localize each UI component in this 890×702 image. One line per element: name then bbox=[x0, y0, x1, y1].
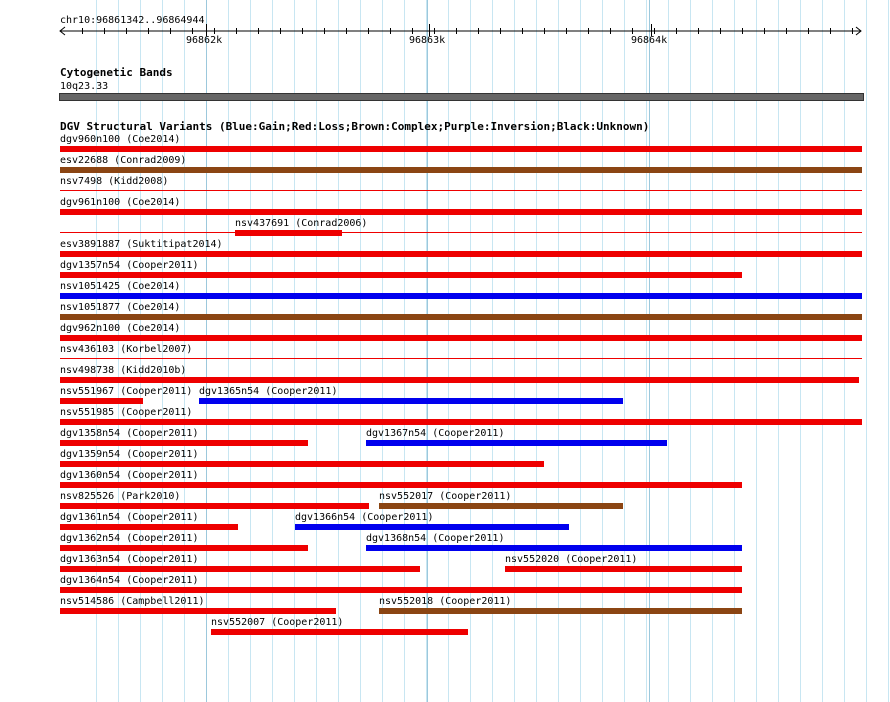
variant-label[interactable]: nsv514586 (Campbell2011) bbox=[60, 596, 205, 607]
grid-line bbox=[866, 0, 867, 702]
variant-backbone-line bbox=[60, 232, 862, 233]
variant-bar[interactable] bbox=[60, 358, 862, 359]
variant-label[interactable]: nsv7498 (Kidd2008) bbox=[60, 176, 169, 187]
variant-bar[interactable] bbox=[295, 524, 569, 530]
ruler-tick-label: 96862k bbox=[186, 35, 223, 46]
variant-bar[interactable] bbox=[60, 545, 308, 551]
variant-label[interactable]: dgv1361n54 (Cooper2011) bbox=[60, 512, 199, 523]
variant-bar[interactable] bbox=[60, 419, 862, 425]
variant-label[interactable]: nsv1051877 (Coe2014) bbox=[60, 302, 181, 313]
variant-bar[interactable] bbox=[60, 293, 862, 299]
variant-label[interactable]: nsv437691 (Conrad2006) bbox=[235, 218, 368, 229]
variant-bar[interactable] bbox=[60, 608, 336, 614]
variant-bar[interactable] bbox=[60, 566, 420, 572]
variant-label[interactable]: nsv551985 (Cooper2011) bbox=[60, 407, 193, 418]
grid-line bbox=[888, 0, 889, 702]
grid-line bbox=[360, 0, 361, 702]
variant-bar[interactable] bbox=[505, 566, 742, 572]
variant-bar[interactable] bbox=[60, 461, 544, 467]
grid-line bbox=[646, 0, 647, 702]
variant-label[interactable]: dgv1366n54 (Cooper2011) bbox=[295, 512, 434, 523]
grid-line bbox=[338, 0, 339, 702]
variant-label[interactable]: nsv825526 (Park2010) bbox=[60, 491, 181, 502]
variant-bar[interactable] bbox=[379, 503, 623, 509]
variant-label[interactable]: dgv1364n54 (Cooper2011) bbox=[60, 575, 199, 586]
variant-bar[interactable] bbox=[366, 545, 742, 551]
cytoband-label: 10q23.33 bbox=[60, 81, 109, 92]
variant-label[interactable]: dgv1359n54 (Cooper2011) bbox=[60, 449, 199, 460]
grid-line bbox=[668, 0, 669, 702]
grid-line bbox=[602, 0, 603, 702]
variant-label[interactable]: esv3891887 (Suktitipat2014) bbox=[60, 239, 223, 250]
cytoband-track-title: Cytogenetic Bands bbox=[60, 66, 173, 79]
grid-line bbox=[734, 0, 735, 702]
variant-bar[interactable] bbox=[60, 272, 742, 278]
variant-label[interactable]: dgv1363n54 (Cooper2011) bbox=[60, 554, 199, 565]
grid-line bbox=[536, 0, 537, 702]
grid-line bbox=[228, 0, 229, 702]
variant-bar[interactable] bbox=[60, 314, 862, 320]
variant-label[interactable]: dgv1360n54 (Cooper2011) bbox=[60, 470, 199, 481]
cytoband-bar[interactable] bbox=[59, 93, 864, 101]
ruler-tick-label: 96863k bbox=[409, 35, 446, 46]
variant-label[interactable]: nsv552017 (Cooper2011) bbox=[379, 491, 512, 502]
variant-bar[interactable] bbox=[235, 230, 342, 236]
variant-bar[interactable] bbox=[60, 209, 862, 215]
grid-line bbox=[756, 0, 757, 702]
variant-bar[interactable] bbox=[60, 190, 862, 191]
variant-label[interactable]: nsv498738 (Kidd2010b) bbox=[60, 365, 187, 376]
grid-line bbox=[558, 0, 559, 702]
major-grid-line bbox=[649, 0, 650, 702]
grid-line bbox=[712, 0, 713, 702]
variant-bar[interactable] bbox=[60, 335, 862, 341]
variant-label[interactable]: esv22688 (Conrad2009) bbox=[60, 155, 187, 166]
major-grid-line bbox=[206, 0, 207, 702]
variant-label[interactable]: nsv552018 (Cooper2011) bbox=[379, 596, 512, 607]
grid-line bbox=[778, 0, 779, 702]
variant-bar[interactable] bbox=[60, 398, 143, 404]
dgv-track-title: DGV Structural Variants (Blue:Gain;Red:Loss;Brown:Complex;Purple:Inversion;Black:Unknown) bbox=[60, 120, 650, 133]
variant-bar[interactable] bbox=[60, 377, 859, 383]
grid-line bbox=[800, 0, 801, 702]
grid-line bbox=[690, 0, 691, 702]
variant-bar[interactable] bbox=[379, 608, 742, 614]
grid-line bbox=[624, 0, 625, 702]
variant-label[interactable]: nsv1051425 (Coe2014) bbox=[60, 281, 181, 292]
variant-bar[interactable] bbox=[60, 167, 862, 173]
grid-line bbox=[514, 0, 515, 702]
variant-bar[interactable] bbox=[60, 251, 862, 257]
variant-label[interactable]: dgv1358n54 (Cooper2011) bbox=[60, 428, 199, 439]
variant-label[interactable]: nsv552007 (Cooper2011) bbox=[211, 617, 344, 628]
location-label: chr10:96861342..96864944 bbox=[60, 15, 205, 26]
variant-bar[interactable] bbox=[60, 587, 742, 593]
variant-label[interactable]: dgv1362n54 (Cooper2011) bbox=[60, 533, 199, 544]
ruler-tick-label: 96864k bbox=[631, 35, 668, 46]
grid-line bbox=[250, 0, 251, 702]
variant-bar[interactable] bbox=[211, 629, 468, 635]
variant-label[interactable]: dgv962n100 (Coe2014) bbox=[60, 323, 181, 334]
variant-label[interactable]: nsv436103 (Korbel2007) bbox=[60, 344, 193, 355]
variant-bar[interactable] bbox=[199, 398, 623, 404]
variant-label[interactable]: nsv551967 (Cooper2011) bbox=[60, 386, 193, 397]
variant-label[interactable]: dgv1367n54 (Cooper2011) bbox=[366, 428, 505, 439]
variant-label[interactable]: dgv1357n54 (Cooper2011) bbox=[60, 260, 199, 271]
variant-bar[interactable] bbox=[60, 482, 742, 488]
variant-bar[interactable] bbox=[60, 524, 238, 530]
variant-bar[interactable] bbox=[60, 440, 308, 446]
grid-line bbox=[580, 0, 581, 702]
variant-label[interactable]: dgv1365n54 (Cooper2011) bbox=[199, 386, 338, 397]
variant-label[interactable]: nsv552020 (Cooper2011) bbox=[505, 554, 638, 565]
variant-bar[interactable] bbox=[60, 503, 369, 509]
grid-line bbox=[844, 0, 845, 702]
grid-line bbox=[272, 0, 273, 702]
grid-line bbox=[316, 0, 317, 702]
variant-bar[interactable] bbox=[366, 440, 667, 446]
grid-line bbox=[822, 0, 823, 702]
variant-bar[interactable] bbox=[60, 146, 862, 152]
variant-label[interactable]: dgv960n100 (Coe2014) bbox=[60, 134, 181, 145]
variant-label[interactable]: dgv961n100 (Coe2014) bbox=[60, 197, 181, 208]
grid-line bbox=[294, 0, 295, 702]
variant-label[interactable]: dgv1368n54 (Cooper2011) bbox=[366, 533, 505, 544]
